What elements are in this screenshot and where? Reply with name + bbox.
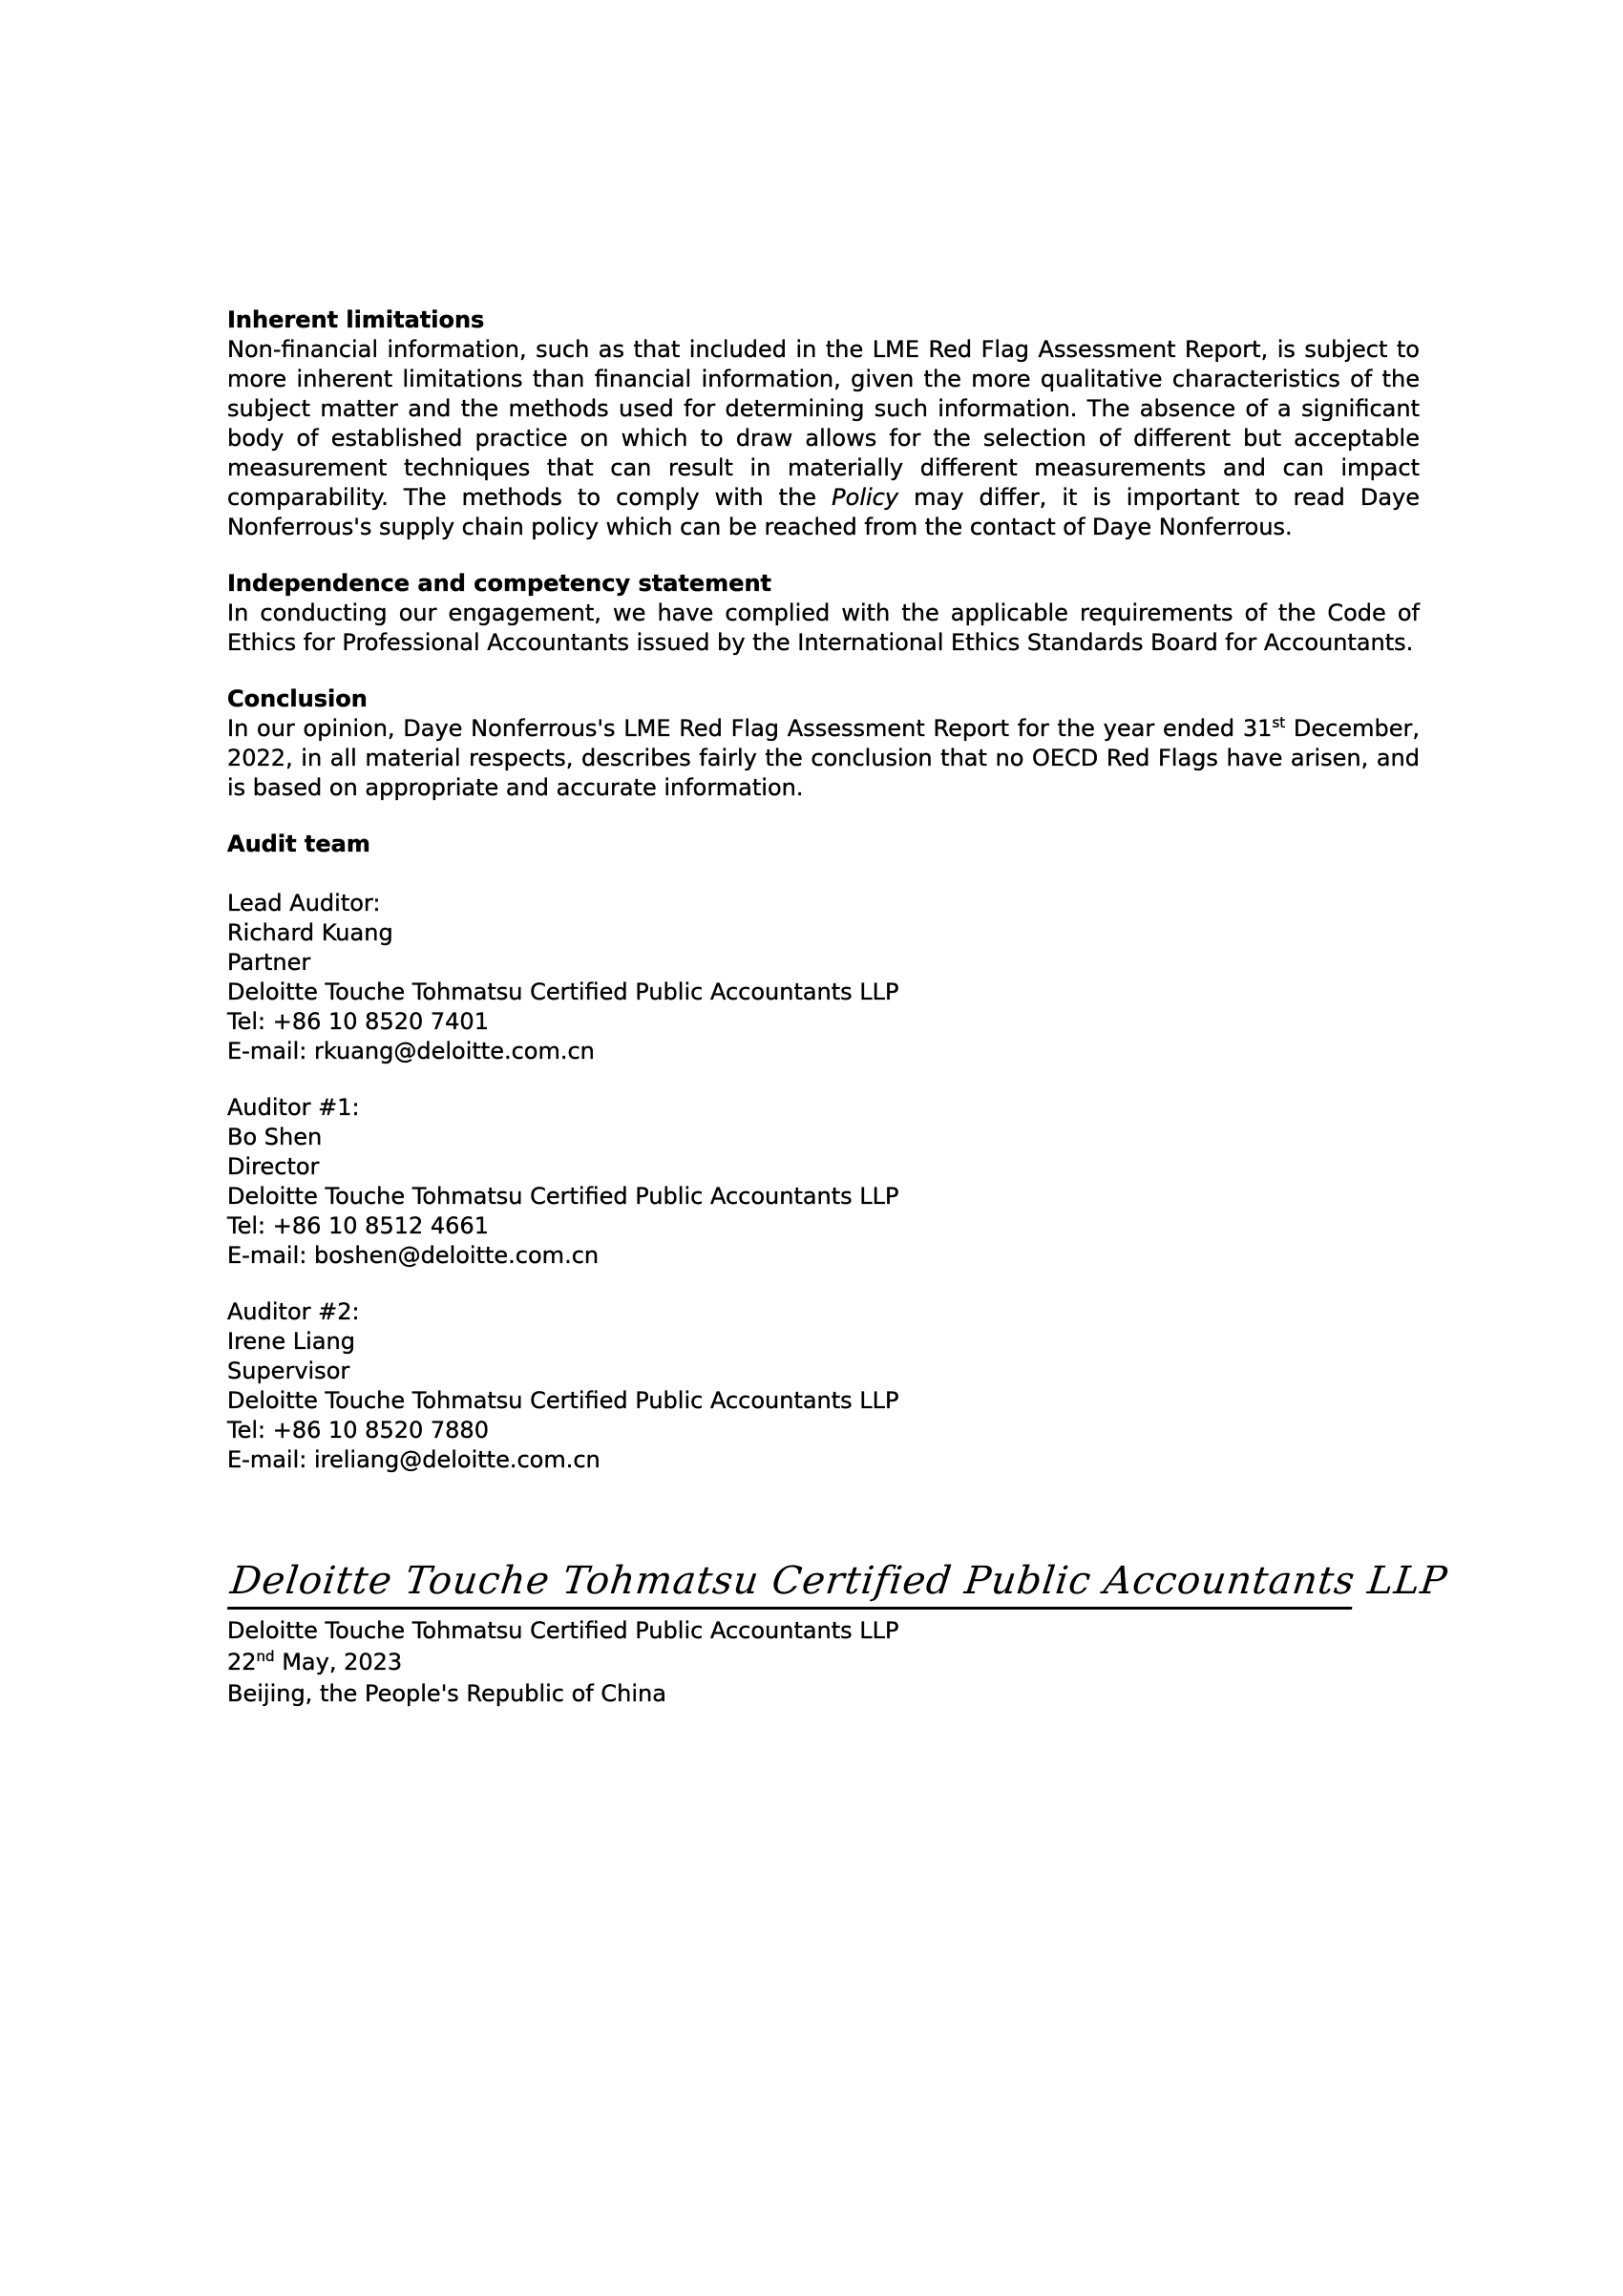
paragraph-inherent-limitations	[227, 335, 1420, 542]
member-email: E-mail: boshen@deloitte.com.cn	[227, 1242, 600, 1269]
handwritten-signature-llp: LLP	[1352, 1559, 1450, 1603]
member-title: Director	[227, 1153, 320, 1180]
member-role-label: Auditor #1:	[227, 1094, 360, 1121]
member-title: Partner	[227, 949, 311, 976]
conclusion-text-before-sup: In our opinion, Daye Nonferrous's LME Red Flag Assessment Report for the year ended 31	[227, 715, 1273, 742]
audit-member-auditor-1	[227, 1093, 1420, 1271]
member-telephone: Tel: +86 10 8512 4661	[227, 1212, 489, 1239]
inherent-text-after-italic: may differ, it is important to read Daye Nonferrous's supply chain policy which can be reached from the contact of Daye Nonferrous.	[227, 484, 1420, 540]
heading-audit-team: Audit team	[227, 831, 370, 857]
signature-printed-firm: Deloitte Touche Tohmatsu Certified Public Accountants LLP	[227, 1617, 899, 1644]
member-email: E-mail: ireliang@deloitte.com.cn	[227, 1446, 601, 1473]
conclusion-ordinal-superscript: st	[1272, 714, 1286, 731]
member-role-label: Lead Auditor:	[227, 890, 381, 916]
paragraph-independence-statement: In conducting our engagement, we have complied with the applicable requirements of the Code of Ethics for Professional Accountants issued by the International Ethics Standards Board for Accountants.	[227, 600, 1420, 656]
audit-member-auditor-2	[227, 1297, 1420, 1475]
signature-date-rest: May, 2023	[274, 1649, 403, 1675]
member-name: Bo Shen	[227, 1124, 323, 1150]
signature-block	[227, 1557, 1450, 1710]
member-telephone: Tel: +86 10 8520 7880	[227, 1417, 489, 1443]
signature-date-day: 22	[227, 1649, 257, 1675]
conclusion-text-after-sup: December, 2022, in all material respects, describes fairly the conclusion that no OECD Red Flags have arisen, and is based on appropriate and accurate information.	[227, 715, 1420, 801]
document-content	[227, 305, 1450, 1710]
member-telephone: Tel: +86 10 8520 7401	[227, 1008, 489, 1035]
inherent-italic-policy: Policy	[832, 484, 899, 511]
inherent-text-before-italic: Non-financial information, such as that included in the LME Red Flag Assessment Report, is subject to more inherent limitations than financial information, given the more qualitative characteristics of the subject matter and the methods used for determining such information. The absence of a significant body of established practice on which to draw allows for the selection of different but acceptable measurement techniques that can result in materially different measurements and can impact comparability. The methods to comply with the	[227, 336, 1420, 511]
member-firm: Deloitte Touche Tohmatsu Certified Public Accountants LLP	[227, 1183, 899, 1210]
signature-date	[227, 1647, 1420, 1678]
member-name: Irene Liang	[227, 1328, 355, 1355]
member-name: Richard Kuang	[227, 919, 393, 946]
handwritten-signature-underlined-part: Deloitte Touche Tohmatsu Certified Public Accountants	[227, 1557, 1358, 1610]
member-firm: Deloitte Touche Tohmatsu Certified Public Accountants LLP	[227, 1387, 899, 1414]
member-title: Supervisor	[227, 1358, 350, 1384]
member-role-label: Auditor #2:	[227, 1298, 360, 1325]
audit-member-lead-auditor	[227, 889, 1420, 1066]
heading-conclusion: Conclusion	[227, 685, 368, 712]
member-email: E-mail: rkuang@deloitte.com.cn	[227, 1038, 595, 1064]
member-firm: Deloitte Touche Tohmatsu Certified Public Accountants LLP	[227, 979, 899, 1005]
heading-independence-statement: Independence and competency statement	[227, 570, 772, 597]
handwritten-signature	[227, 1557, 1450, 1610]
signature-date-ordinal: nd	[256, 1648, 275, 1665]
heading-inherent-limitations: Inherent limitations	[227, 306, 485, 333]
paragraph-conclusion	[227, 714, 1420, 803]
signature-location: Beijing, the People's Republic of China	[227, 1680, 666, 1707]
